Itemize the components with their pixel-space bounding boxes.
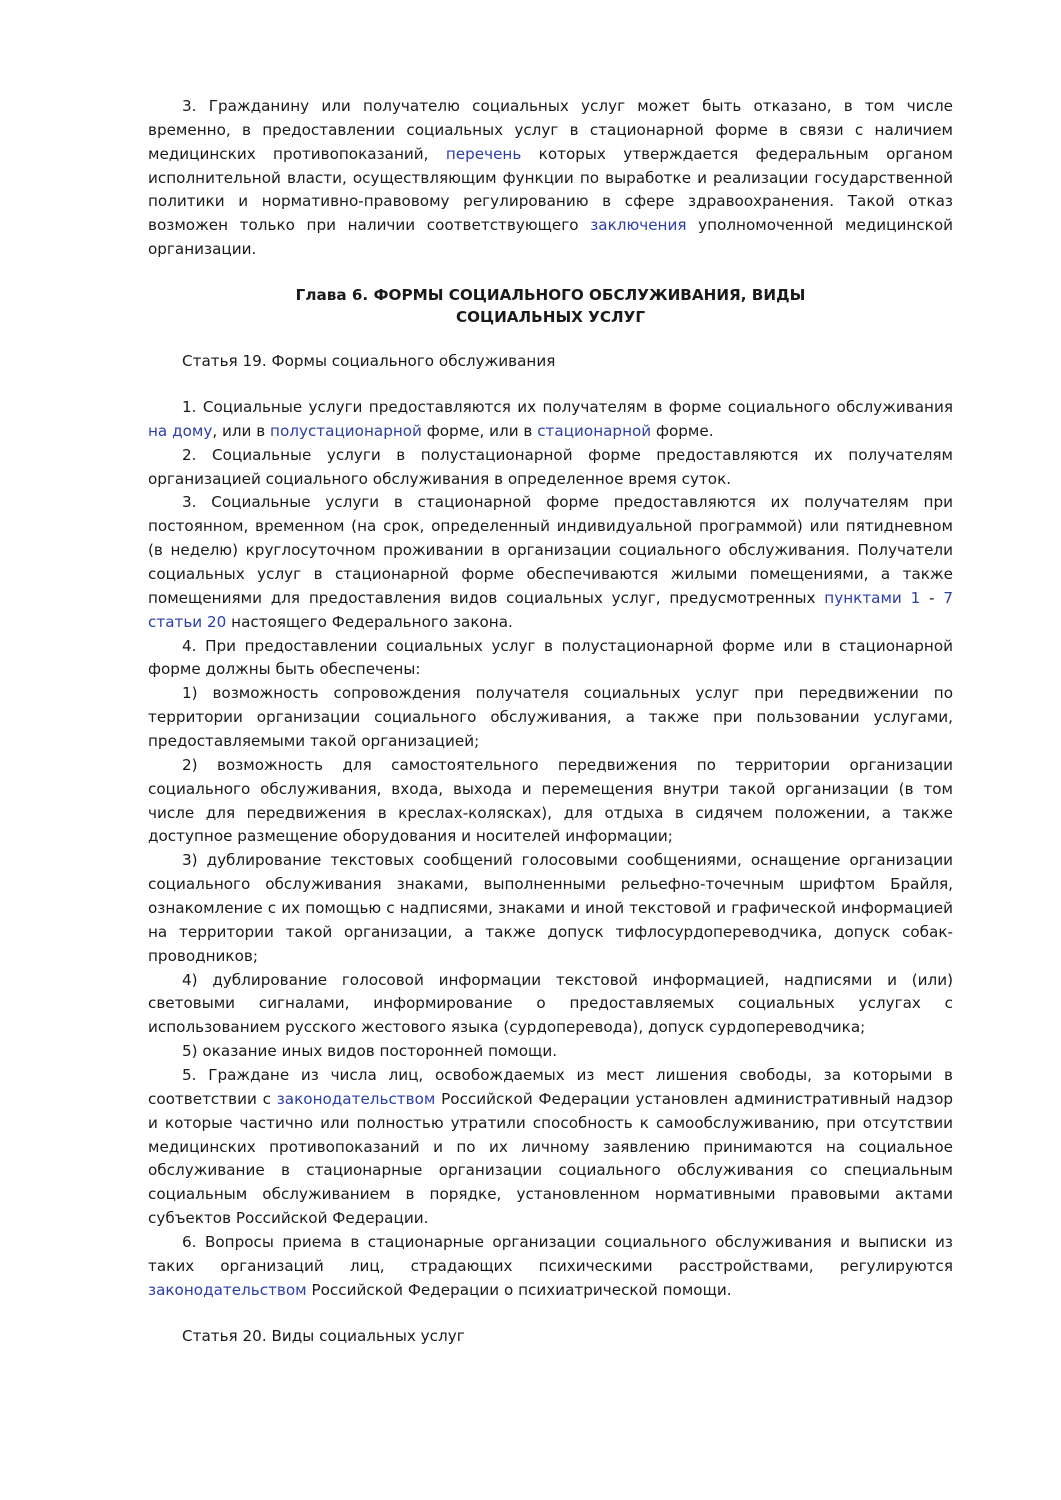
paragraph-a19-4-5: 5) оказание иных видов посторонней помощи. — [182, 1042, 558, 1061]
chapter-heading-line-1: Глава 6. ФОРМЫ СОЦИАЛЬНОГО ОБСЛУЖИВАНИЯ, ВИДЫ — [295, 286, 806, 305]
paragraph-text: 6. Вопросы приема в стационарные организации социального обслуживания и выписки из таких организаций лиц, страдающих психическими расстройствами, регулируются — [148, 1233, 953, 1275]
paragraph-text: 1. Социальные услуги предоставляются их получателям в форме социального обслуживания — [182, 397, 953, 416]
paragraph-text: 3. Социальные услуги в стационарной форме предоставляются их получателям при постоянном, временном (на срок, определенный индивидуальной программой) или пятидневном (в неделю) круглосуточном проживании в организации социального обслуживания. Получатели социальных услуг в стационарной форме обеспечиваются жилыми помещениями, а также помещениями для предоставления видов социальных услуг, предусмотренных — [148, 493, 953, 607]
paragraph-text: Российской Федерации о психиатрической помощи. — [306, 1280, 732, 1299]
paragraph-a19-4-3: 3) дублирование текстовых сообщений голосовыми сообщениями, оснащение организации социального обслуживания знаками, выполненными рельефно-точечным шрифтом Брайля, ознакомление с их помощью с надписями, знаками и иной текстовой и графической информацией на территории такой организации, а также допуск тифлосурдопереводчика, допуск собак-проводников; — [148, 851, 953, 965]
chapter-heading — [148, 284, 953, 328]
paragraph-text: уполномоченной медицинской организации. — [148, 216, 953, 259]
paragraph-text: форме, или в — [421, 421, 538, 440]
link-punkt-7[interactable]: 7 — [943, 588, 954, 607]
paragraph-text: которых утверждается федеральным органом исполнительной власти, осуществляющим функции по выработке и реализации государственной политики и нормативно-правовому регулированию в сфере здравоохранения. Такой отказ возможен только при наличии соответствующего — [148, 144, 953, 235]
paragraph-text: Российской Федерации установлен административный надзор и которые частично или полностью утратили способность к самообслуживанию, при отсутствии медицинских противопоказаний и по их личному заявлению принимаются на социальное обслуживание в стационарные организации социального обслуживания со специальным социальным обслуживанием в порядке, установленном нормативными правовыми актами субъектов Российской Федерации. — [148, 1089, 953, 1228]
chapter-heading-line-2: СОЦИАЛЬНЫХ УСЛУГ — [455, 308, 646, 327]
paragraph-text: 5. Граждане из числа лиц, освобождаемых из мест лишения свободы, за которыми в соответствии с — [148, 1066, 953, 1108]
link-perechen[interactable]: перечень — [445, 144, 522, 163]
spacer — [148, 1303, 953, 1325]
link-stacionarnoy[interactable]: стационарной — [537, 421, 652, 440]
paragraph-text: , или в — [212, 421, 271, 440]
spacer — [148, 328, 953, 350]
article-20-title: Статья 20. Виды социальных услуг — [182, 1326, 465, 1345]
paragraph-text: 3. Гражданину или получателю социальных услуг может быть отказано, в том числе временно, в предоставлении социальных услуг в стационарной форме в связи с наличием медицинских противопоказаний, — [148, 97, 953, 163]
paragraph-a19-3 — [148, 491, 953, 634]
paragraph-a19-4: 4. При предоставлении социальных услуг в полустационарной форме или в стационарной форме должны быть обеспечены: — [148, 636, 953, 679]
link-statya-20[interactable]: статьи 20 — [148, 612, 227, 631]
link-zakonodatelstvom-1[interactable]: законодательством — [276, 1089, 436, 1108]
link-zaklyucheniya[interactable]: заключения — [590, 216, 687, 235]
link-na-domu[interactable]: на дому — [148, 421, 213, 440]
paragraph-a19-5 — [148, 1064, 953, 1231]
article-19-title: Статья 19. Формы социального обслуживания — [182, 352, 556, 371]
paragraph-a19-6 — [148, 1231, 953, 1303]
paragraph-text: настоящего Федерального закона. — [226, 612, 513, 631]
link-zakonodatelstvom-2[interactable]: законодательством — [148, 1280, 307, 1299]
paragraph-text: форме. — [651, 421, 714, 440]
paragraph-a19-4-2: 2) возможность для самостоятельного передвижения по территории организации социального обслуживания, входа, выхода и перемещения внутри такой организации (в том числе для передвижения в креслах-колясках), для отдыха в сидячем положении, а также доступное размещение оборудования и носителей информации; — [148, 755, 953, 846]
paragraph-a19-2: 2. Социальные услуги в полустационарной форме предоставляются их получателям организацией социального обслуживания в определенное время суток. — [148, 445, 953, 488]
paragraph-a19-4-1: 1) возможность сопровождения получателя социальных услуг при передвижении по территории организации социального обслуживания, а также при пользовании услугами, предоставляемыми такой организацией; — [148, 684, 953, 750]
link-punkty-1[interactable]: пунктами 1 — [824, 588, 921, 607]
paragraph-chapter5-item3 — [148, 95, 953, 262]
paragraph-dash: - — [920, 588, 944, 607]
link-polustacionarnoy[interactable]: полустационарной — [270, 421, 422, 440]
paragraph-a19-1 — [148, 396, 953, 444]
spacer — [148, 374, 953, 396]
paragraph-a19-4-4: 4) дублирование голосовой информации текстовой информацией, надписями и (или) световыми сигналами, информирование о предоставляемых социальных услугах с использованием русского жестового языка (сурдоперевода), допуск сурдопереводчика; — [148, 970, 953, 1037]
